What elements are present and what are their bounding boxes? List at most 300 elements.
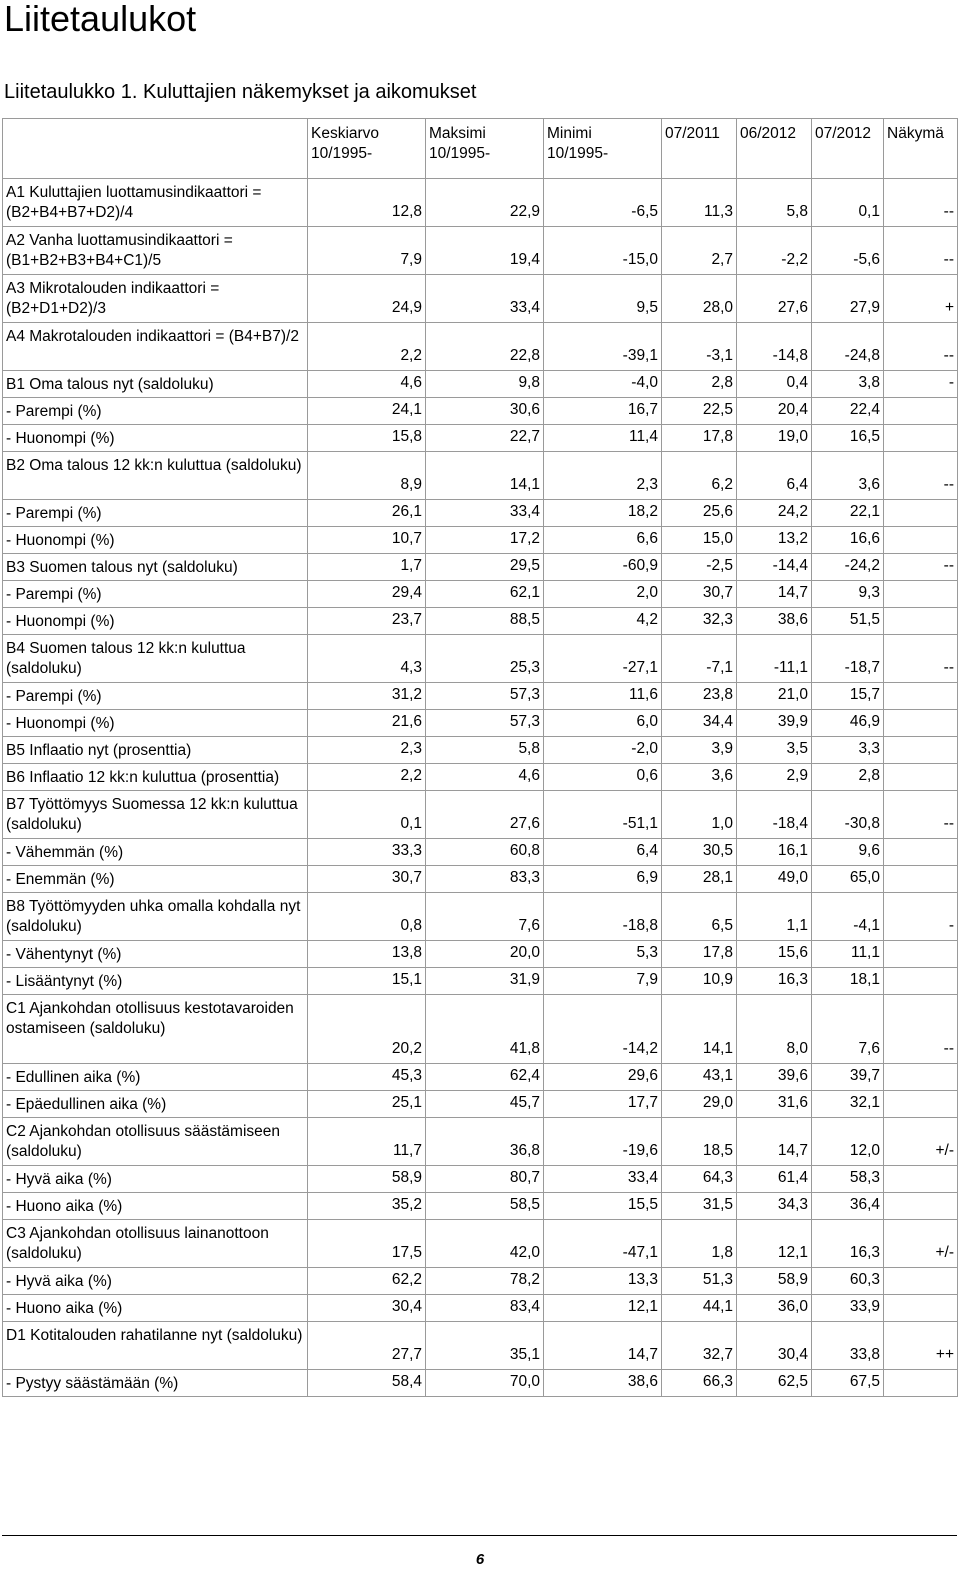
- row-label: A1 Kuluttajien luottamusindikaattori = (B2+B4+B7+D2)/4: [3, 179, 308, 227]
- row-label: C2 Ajankohdan otollisuus säästämiseen (saldoluku): [3, 1118, 308, 1166]
- value-cell: 2,3: [544, 452, 662, 500]
- outlook-cell: -: [884, 893, 958, 941]
- value-cell: 6,6: [544, 527, 662, 554]
- value-cell: 1,8: [662, 1220, 737, 1268]
- value-cell: 17,2: [426, 527, 544, 554]
- table-row: [3, 581, 958, 608]
- value-cell: 20,2: [308, 995, 426, 1064]
- value-cell: 35,1: [426, 1322, 544, 1370]
- value-cell: 21,0: [737, 683, 812, 710]
- page-title: Liitetaulukot: [4, 0, 197, 39]
- value-cell: 57,3: [426, 710, 544, 737]
- value-cell: 36,0: [737, 1295, 812, 1322]
- table-row: [3, 1166, 958, 1193]
- value-cell: 12,8: [308, 179, 426, 227]
- value-cell: 58,5: [426, 1193, 544, 1220]
- value-cell: 44,1: [662, 1295, 737, 1322]
- value-cell: 30,7: [662, 581, 737, 608]
- value-cell: 60,8: [426, 839, 544, 866]
- value-cell: 19,4: [426, 227, 544, 275]
- value-cell: 27,9: [812, 275, 884, 323]
- value-cell: 4,2: [544, 608, 662, 635]
- value-cell: 12,0: [812, 1118, 884, 1166]
- value-cell: 28,0: [662, 275, 737, 323]
- row-label: C1 Ajankohdan otollisuus kestotavaroiden ostamiseen (saldoluku): [3, 995, 308, 1064]
- outlook-cell: [884, 581, 958, 608]
- outlook-cell: +/-: [884, 1220, 958, 1268]
- value-cell: 9,3: [812, 581, 884, 608]
- value-cell: 2,3: [308, 737, 426, 764]
- value-cell: 58,9: [308, 1166, 426, 1193]
- row-label: - Huonompi (%): [3, 608, 308, 635]
- table-row: [3, 737, 958, 764]
- value-cell: 45,7: [426, 1091, 544, 1118]
- value-cell: -60,9: [544, 554, 662, 581]
- value-cell: 29,6: [544, 1064, 662, 1091]
- value-cell: 31,5: [662, 1193, 737, 1220]
- value-cell: 18,1: [812, 968, 884, 995]
- value-cell: -39,1: [544, 323, 662, 371]
- outlook-cell: [884, 398, 958, 425]
- value-cell: 33,4: [544, 1166, 662, 1193]
- value-cell: 58,9: [737, 1268, 812, 1295]
- page-number: 6: [475, 1551, 485, 1568]
- value-cell: 2,8: [662, 371, 737, 398]
- value-cell: 80,7: [426, 1166, 544, 1193]
- value-cell: 65,0: [812, 866, 884, 893]
- value-cell: 2,0: [544, 581, 662, 608]
- table-row: [3, 866, 958, 893]
- value-cell: 29,4: [308, 581, 426, 608]
- value-cell: 18,5: [662, 1118, 737, 1166]
- value-cell: 32,1: [812, 1091, 884, 1118]
- value-cell: 13,3: [544, 1268, 662, 1295]
- row-label: - Huono aika (%): [3, 1193, 308, 1220]
- value-cell: 9,8: [426, 371, 544, 398]
- value-cell: 9,5: [544, 275, 662, 323]
- value-cell: 22,7: [426, 425, 544, 452]
- row-label: - Parempi (%): [3, 581, 308, 608]
- section-title: Liitetaulukko 1. Kuluttajien näkemykset ja aikomukset: [4, 81, 477, 103]
- value-cell: 4,3: [308, 635, 426, 683]
- value-cell: 28,1: [662, 866, 737, 893]
- value-cell: -14,4: [737, 554, 812, 581]
- table-row: [3, 554, 958, 581]
- row-label: A4 Makrotalouden indikaattori = (B4+B7)/2: [3, 323, 308, 371]
- value-cell: 25,6: [662, 500, 737, 527]
- table-row: [3, 398, 958, 425]
- value-cell: -51,1: [544, 791, 662, 839]
- value-cell: 15,8: [308, 425, 426, 452]
- value-cell: 32,3: [662, 608, 737, 635]
- value-cell: 1,0: [662, 791, 737, 839]
- value-cell: 29,0: [662, 1091, 737, 1118]
- value-cell: 70,0: [426, 1370, 544, 1397]
- row-label: - Hyvä aika (%): [3, 1268, 308, 1295]
- value-cell: 22,9: [426, 179, 544, 227]
- value-cell: 62,4: [426, 1064, 544, 1091]
- table-row: [3, 425, 958, 452]
- value-cell: 0,1: [812, 179, 884, 227]
- outlook-cell: [884, 1064, 958, 1091]
- table-row: [3, 941, 958, 968]
- value-cell: 3,9: [662, 737, 737, 764]
- table-row: [3, 764, 958, 791]
- value-cell: 0,1: [308, 791, 426, 839]
- value-cell: -6,5: [544, 179, 662, 227]
- value-cell: 33,4: [426, 275, 544, 323]
- value-cell: 11,1: [812, 941, 884, 968]
- value-cell: 20,0: [426, 941, 544, 968]
- value-cell: 6,2: [662, 452, 737, 500]
- row-label: - Parempi (%): [3, 500, 308, 527]
- value-cell: 14,7: [737, 581, 812, 608]
- outlook-cell: [884, 710, 958, 737]
- value-cell: 31,9: [426, 968, 544, 995]
- outlook-cell: [884, 1370, 958, 1397]
- value-cell: 18,2: [544, 500, 662, 527]
- table-row: [3, 839, 958, 866]
- value-cell: 30,7: [308, 866, 426, 893]
- value-cell: -3,1: [662, 323, 737, 371]
- value-cell: -27,1: [544, 635, 662, 683]
- value-cell: 41,8: [426, 995, 544, 1064]
- outlook-cell: +: [884, 275, 958, 323]
- value-cell: 2,9: [737, 764, 812, 791]
- value-cell: 6,4: [737, 452, 812, 500]
- value-cell: 39,7: [812, 1064, 884, 1091]
- row-label: - Vähentynyt (%): [3, 941, 308, 968]
- row-label: - Vähemmän (%): [3, 839, 308, 866]
- outlook-cell: --: [884, 995, 958, 1064]
- value-cell: 57,3: [426, 683, 544, 710]
- value-cell: 45,3: [308, 1064, 426, 1091]
- value-cell: -2,0: [544, 737, 662, 764]
- value-cell: 15,6: [737, 941, 812, 968]
- value-cell: 23,8: [662, 683, 737, 710]
- value-cell: -14,8: [737, 323, 812, 371]
- value-cell: 62,1: [426, 581, 544, 608]
- outlook-cell: -: [884, 371, 958, 398]
- value-cell: 7,6: [812, 995, 884, 1064]
- outlook-cell: --: [884, 791, 958, 839]
- header-row: [3, 119, 958, 179]
- outlook-cell: [884, 941, 958, 968]
- value-cell: 27,7: [308, 1322, 426, 1370]
- value-cell: 24,2: [737, 500, 812, 527]
- value-cell: 58,3: [812, 1166, 884, 1193]
- value-cell: 17,8: [662, 425, 737, 452]
- value-cell: -4,1: [812, 893, 884, 941]
- column-header: Minimi 10/1995-: [544, 119, 662, 179]
- column-header: 07/2011: [662, 119, 737, 179]
- row-label: - Huonompi (%): [3, 527, 308, 554]
- value-cell: 16,3: [812, 1220, 884, 1268]
- value-cell: 33,4: [426, 500, 544, 527]
- value-cell: 83,4: [426, 1295, 544, 1322]
- value-cell: 83,3: [426, 866, 544, 893]
- value-cell: 6,0: [544, 710, 662, 737]
- value-cell: -7,1: [662, 635, 737, 683]
- value-cell: 17,5: [308, 1220, 426, 1268]
- value-cell: 78,2: [426, 1268, 544, 1295]
- value-cell: 36,8: [426, 1118, 544, 1166]
- value-cell: -11,1: [737, 635, 812, 683]
- header-label-cell: [3, 119, 308, 179]
- value-cell: 39,9: [737, 710, 812, 737]
- value-cell: 49,0: [737, 866, 812, 893]
- table-row: [3, 791, 958, 839]
- row-label: - Epäedullinen aika (%): [3, 1091, 308, 1118]
- outlook-cell: [884, 683, 958, 710]
- outlook-cell: [884, 527, 958, 554]
- value-cell: 14,7: [737, 1118, 812, 1166]
- value-cell: 2,8: [812, 764, 884, 791]
- value-cell: 24,9: [308, 275, 426, 323]
- value-cell: 34,4: [662, 710, 737, 737]
- outlook-cell: [884, 1193, 958, 1220]
- footer-divider: [2, 1535, 957, 1536]
- value-cell: 15,1: [308, 968, 426, 995]
- outlook-cell: [884, 839, 958, 866]
- table-row: [3, 1193, 958, 1220]
- value-cell: 6,4: [544, 839, 662, 866]
- value-cell: 7,9: [308, 227, 426, 275]
- value-cell: 11,3: [662, 179, 737, 227]
- row-label: B5 Inflaatio nyt (prosenttia): [3, 737, 308, 764]
- table-row: [3, 1268, 958, 1295]
- row-label: A3 Mikrotalouden indikaattori = (B2+D1+D2)/3: [3, 275, 308, 323]
- value-cell: 16,7: [544, 398, 662, 425]
- value-cell: 30,6: [426, 398, 544, 425]
- value-cell: 30,4: [308, 1295, 426, 1322]
- value-cell: 42,0: [426, 1220, 544, 1268]
- value-cell: -18,8: [544, 893, 662, 941]
- value-cell: 4,6: [426, 764, 544, 791]
- value-cell: 11,6: [544, 683, 662, 710]
- value-cell: 51,5: [812, 608, 884, 635]
- table-row: [3, 371, 958, 398]
- value-cell: 22,8: [426, 323, 544, 371]
- row-label: A2 Vanha luottamusindikaattori = (B1+B2+B3+B4+C1)/5: [3, 227, 308, 275]
- table-row: [3, 683, 958, 710]
- column-header: Maksimi 10/1995-: [426, 119, 544, 179]
- value-cell: 16,3: [737, 968, 812, 995]
- value-cell: 38,6: [737, 608, 812, 635]
- row-label: - Parempi (%): [3, 398, 308, 425]
- row-label: B6 Inflaatio 12 kk:n kuluttua (prosenttia): [3, 764, 308, 791]
- value-cell: 10,7: [308, 527, 426, 554]
- value-cell: -4,0: [544, 371, 662, 398]
- row-label: - Huonompi (%): [3, 425, 308, 452]
- value-cell: 33,3: [308, 839, 426, 866]
- outlook-cell: --: [884, 179, 958, 227]
- value-cell: 30,4: [737, 1322, 812, 1370]
- column-header: Keskiarvo 10/1995-: [308, 119, 426, 179]
- outlook-cell: [884, 1268, 958, 1295]
- value-cell: 1,7: [308, 554, 426, 581]
- table-row: [3, 968, 958, 995]
- value-cell: 46,9: [812, 710, 884, 737]
- value-cell: 60,3: [812, 1268, 884, 1295]
- value-cell: 9,6: [812, 839, 884, 866]
- table-row: [3, 227, 958, 275]
- value-cell: 10,9: [662, 968, 737, 995]
- value-cell: 25,3: [426, 635, 544, 683]
- value-cell: 34,3: [737, 1193, 812, 1220]
- value-cell: 8,0: [737, 995, 812, 1064]
- table-row: [3, 710, 958, 737]
- value-cell: 22,4: [812, 398, 884, 425]
- value-cell: 22,1: [812, 500, 884, 527]
- table-row: [3, 1118, 958, 1166]
- value-cell: -14,2: [544, 995, 662, 1064]
- value-cell: 14,1: [662, 995, 737, 1064]
- value-cell: 31,2: [308, 683, 426, 710]
- data-table: [2, 118, 958, 1397]
- value-cell: 36,4: [812, 1193, 884, 1220]
- value-cell: 5,8: [737, 179, 812, 227]
- value-cell: 27,6: [426, 791, 544, 839]
- value-cell: 8,9: [308, 452, 426, 500]
- value-cell: 15,5: [544, 1193, 662, 1220]
- table-row: [3, 179, 958, 227]
- value-cell: 88,5: [426, 608, 544, 635]
- value-cell: 12,1: [737, 1220, 812, 1268]
- value-cell: 61,4: [737, 1166, 812, 1193]
- table-row: [3, 275, 958, 323]
- value-cell: 14,1: [426, 452, 544, 500]
- value-cell: -2,5: [662, 554, 737, 581]
- value-cell: 14,7: [544, 1322, 662, 1370]
- table-row: [3, 893, 958, 941]
- value-cell: 13,2: [737, 527, 812, 554]
- outlook-cell: [884, 425, 958, 452]
- value-cell: 32,7: [662, 1322, 737, 1370]
- outlook-cell: [884, 968, 958, 995]
- outlook-cell: --: [884, 323, 958, 371]
- value-cell: 33,8: [812, 1322, 884, 1370]
- table-row: [3, 452, 958, 500]
- value-cell: 64,3: [662, 1166, 737, 1193]
- value-cell: -24,8: [812, 323, 884, 371]
- value-cell: 27,6: [737, 275, 812, 323]
- value-cell: 3,3: [812, 737, 884, 764]
- outlook-cell: [884, 608, 958, 635]
- row-label: B8 Työttömyyden uhka omalla kohdalla nyt (saldoluku): [3, 893, 308, 941]
- row-label: B1 Oma talous nyt (saldoluku): [3, 371, 308, 398]
- row-label: B7 Työttömyys Suomessa 12 kk:n kuluttua (saldoluku): [3, 791, 308, 839]
- table-body: [3, 179, 958, 1397]
- value-cell: -18,7: [812, 635, 884, 683]
- value-cell: 4,6: [308, 371, 426, 398]
- value-cell: 11,4: [544, 425, 662, 452]
- row-label: B3 Suomen talous nyt (saldoluku): [3, 554, 308, 581]
- outlook-cell: --: [884, 554, 958, 581]
- table-row: [3, 608, 958, 635]
- value-cell: 12,1: [544, 1295, 662, 1322]
- row-label: - Enemmän (%): [3, 866, 308, 893]
- value-cell: 3,8: [812, 371, 884, 398]
- value-cell: 6,5: [662, 893, 737, 941]
- row-label: - Hyvä aika (%): [3, 1166, 308, 1193]
- row-label: D1 Kotitalouden rahatilanne nyt (saldoluku): [3, 1322, 308, 1370]
- outlook-cell: +/-: [884, 1118, 958, 1166]
- outlook-cell: [884, 500, 958, 527]
- table-row: [3, 635, 958, 683]
- outlook-cell: [884, 737, 958, 764]
- value-cell: 7,9: [544, 968, 662, 995]
- row-label: C3 Ajankohdan otollisuus lainanottoon (saldoluku): [3, 1220, 308, 1268]
- value-cell: 1,1: [737, 893, 812, 941]
- table-row: [3, 1220, 958, 1268]
- value-cell: 33,9: [812, 1295, 884, 1322]
- value-cell: 13,8: [308, 941, 426, 968]
- value-cell: -5,6: [812, 227, 884, 275]
- table-row: [3, 500, 958, 527]
- row-label: B4 Suomen talous 12 kk:n kuluttua (saldoluku): [3, 635, 308, 683]
- value-cell: 67,5: [812, 1370, 884, 1397]
- row-label: B2 Oma talous 12 kk:n kuluttua (saldoluku): [3, 452, 308, 500]
- value-cell: 26,1: [308, 500, 426, 527]
- column-header: 07/2012: [812, 119, 884, 179]
- table-row: [3, 1322, 958, 1370]
- value-cell: 5,8: [426, 737, 544, 764]
- outlook-cell: ++: [884, 1322, 958, 1370]
- value-cell: 17,8: [662, 941, 737, 968]
- outlook-cell: --: [884, 452, 958, 500]
- value-cell: 58,4: [308, 1370, 426, 1397]
- value-cell: -15,0: [544, 227, 662, 275]
- value-cell: -47,1: [544, 1220, 662, 1268]
- value-cell: 11,7: [308, 1118, 426, 1166]
- outlook-cell: [884, 1166, 958, 1193]
- value-cell: -19,6: [544, 1118, 662, 1166]
- table-row: [3, 995, 958, 1064]
- value-cell: 2,2: [308, 764, 426, 791]
- value-cell: 16,1: [737, 839, 812, 866]
- value-cell: 62,5: [737, 1370, 812, 1397]
- value-cell: 39,6: [737, 1064, 812, 1091]
- value-cell: 16,6: [812, 527, 884, 554]
- value-cell: 15,7: [812, 683, 884, 710]
- table-row: [3, 1064, 958, 1091]
- value-cell: 24,1: [308, 398, 426, 425]
- value-cell: 3,5: [737, 737, 812, 764]
- outlook-cell: [884, 1091, 958, 1118]
- row-label: - Parempi (%): [3, 683, 308, 710]
- outlook-cell: [884, 1295, 958, 1322]
- value-cell: 25,1: [308, 1091, 426, 1118]
- value-cell: 17,7: [544, 1091, 662, 1118]
- row-label: - Huono aika (%): [3, 1295, 308, 1322]
- table-row: [3, 1295, 958, 1322]
- value-cell: 21,6: [308, 710, 426, 737]
- table-row: [3, 527, 958, 554]
- value-cell: 38,6: [544, 1370, 662, 1397]
- outlook-cell: --: [884, 635, 958, 683]
- value-cell: 2,7: [662, 227, 737, 275]
- value-cell: 3,6: [812, 452, 884, 500]
- value-cell: 6,9: [544, 866, 662, 893]
- table-row: [3, 1370, 958, 1397]
- row-label: - Edullinen aika (%): [3, 1064, 308, 1091]
- table-row: [3, 1091, 958, 1118]
- value-cell: 31,6: [737, 1091, 812, 1118]
- value-cell: 0,8: [308, 893, 426, 941]
- value-cell: 35,2: [308, 1193, 426, 1220]
- row-label: - Lisääntynyt (%): [3, 968, 308, 995]
